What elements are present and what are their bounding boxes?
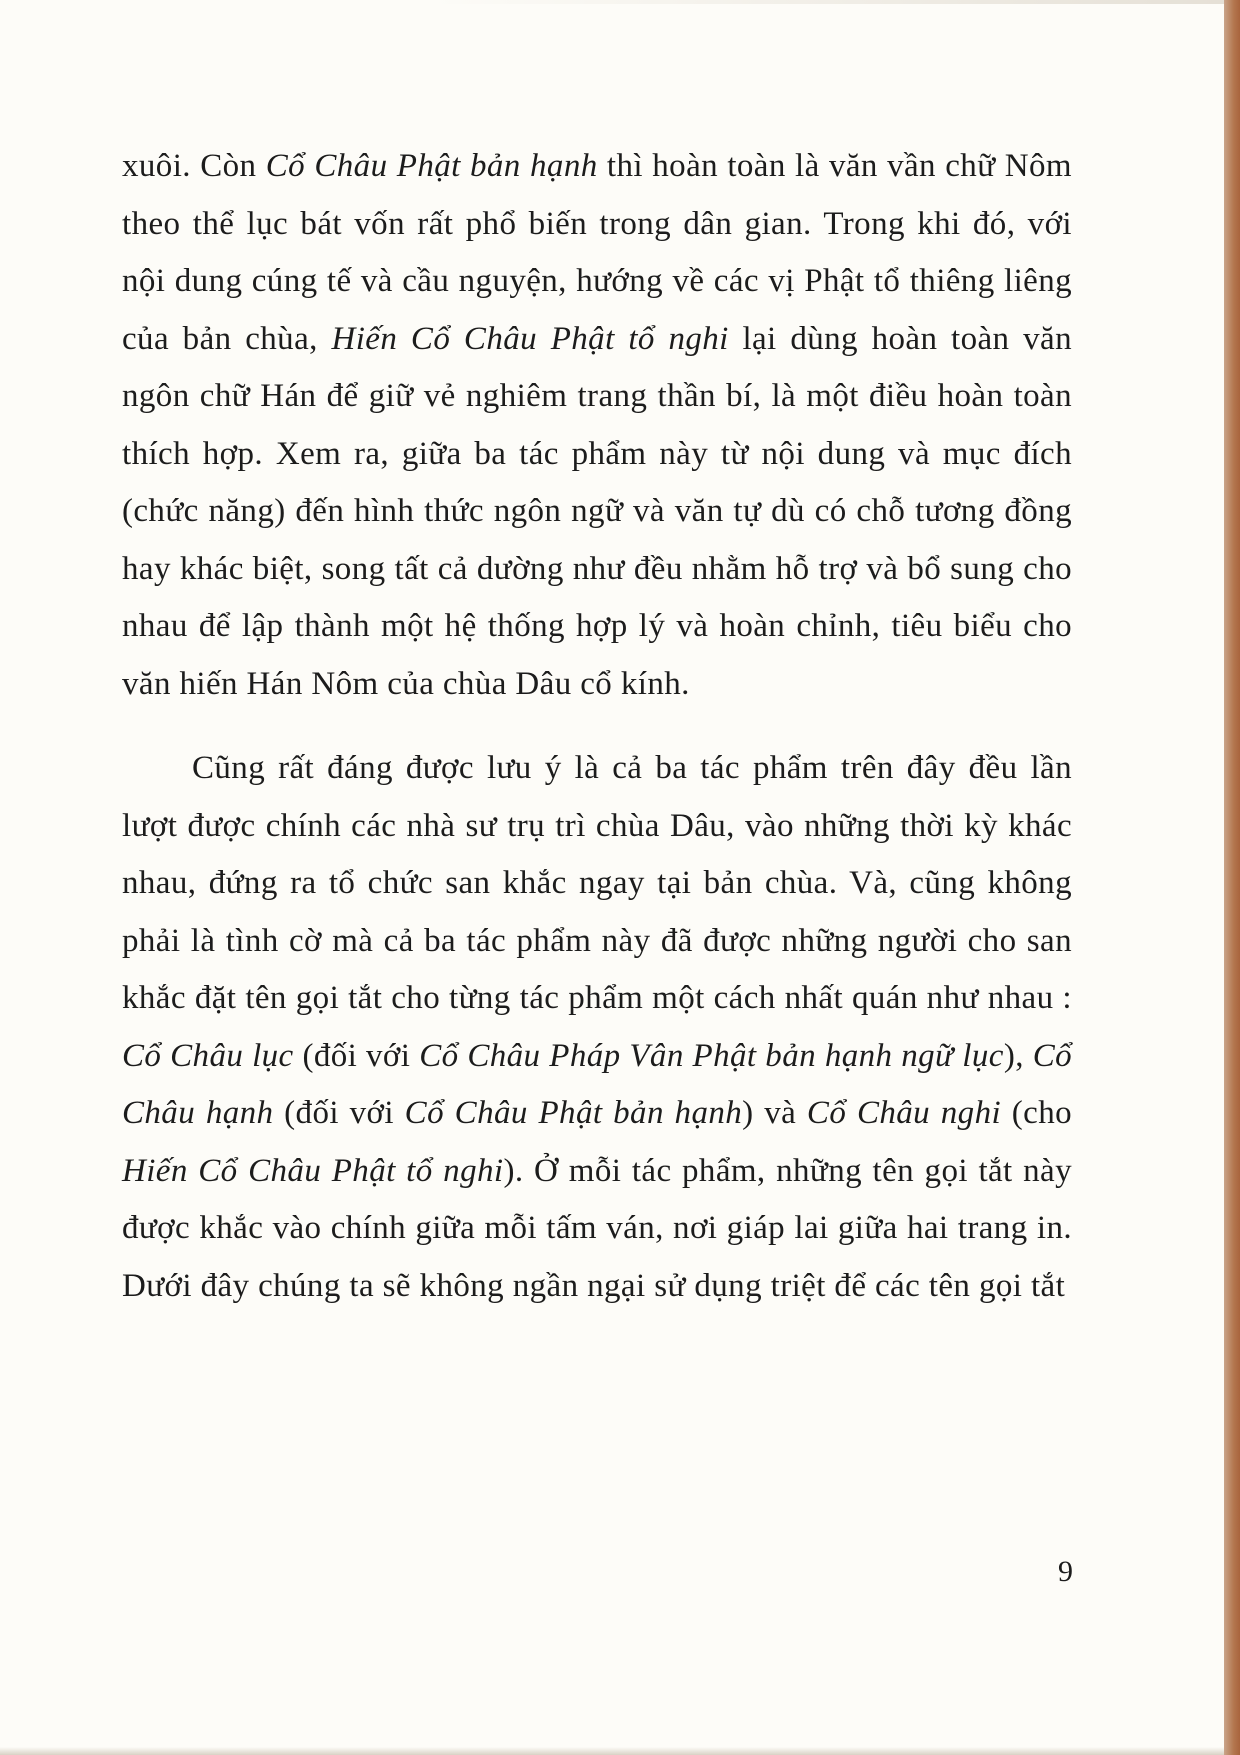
book-title: Cổ Châu nghi bbox=[806, 1095, 1002, 1131]
text-run: ) và bbox=[742, 1095, 807, 1131]
text-run: xuôi. Còn bbox=[122, 148, 266, 184]
book-title: Hiến Cổ Châu Phật tổ nghi bbox=[122, 1152, 504, 1189]
text-run: (đối với bbox=[293, 1037, 420, 1074]
book-title: Hiến Cổ Châu Phật tổ nghi bbox=[331, 320, 729, 357]
book-title: Cổ Châu Phật bản hạnh bbox=[404, 1095, 743, 1131]
text-run: lại dùng hoàn toàn văn ngôn chữ Hán để giữ vẻ nghiêm trang thần bí, là một điều hoàn toàn thích hợp. Xem ra, giữa ba tác phẩm này từ nội dung và mục đích (chức năng) đến hình thức ngôn ngữ và văn tự dù có chỗ tương đồng hay khác biệt, song tất cả dường như đều nhằm hỗ trợ và bổ sung cho nhau để lập thành một hệ thống hợp lý và hoàn chỉnh, tiêu biểu cho văn hiến Hán Nôm của chùa Dâu cổ kính. bbox=[122, 320, 1072, 702]
page-top-edge bbox=[430, 0, 1224, 4]
paragraph-1 bbox=[122, 138, 1072, 713]
book-title: Cổ Châu hạnh bbox=[122, 1037, 1072, 1131]
text-run: (cho bbox=[1001, 1095, 1072, 1131]
page-bottom-edge bbox=[0, 1747, 1224, 1755]
body-text bbox=[122, 138, 1072, 1315]
page-number: 9 bbox=[1058, 1555, 1073, 1588]
book-cover-edge bbox=[1224, 0, 1240, 1755]
text-run: thì hoàn toàn là văn vần chữ Nôm theo thể lục bát vốn rất phổ biến trong dân gian. Trong khi đó, với nội dung cúng tế và cầu nguyện, hướng về các vị Phật tổ thiêng liêng của bản chùa, bbox=[122, 148, 1072, 357]
book-title: Cổ Châu Pháp Vân Phật bản hạnh ngữ lục bbox=[419, 1037, 1004, 1074]
book-title: Cổ Châu Phật bản hạnh bbox=[265, 148, 598, 184]
text-run: Cũng rất đáng được lưu ý là cả ba tác phẩm trên đây đều lần lượt được chính các nhà sư trụ trì chùa Dâu, vào những thời kỳ khác nhau, đứng ra tổ chức san khắc ngay tại bản chùa. Và, cũng không phải là tình cờ mà cả ba tác phẩm này đã được những người cho san khắc đặt tên gọi tắt cho từng tác phẩm một cách nhất quán như nhau : bbox=[122, 750, 1072, 1016]
book-title: Cổ Châu lục bbox=[122, 1037, 294, 1074]
text-run: ). Ở mỗi tác phẩm, những tên gọi tắt này được khắc vào chính giữa mỗi tấm ván, nơi giáp lai giữa hai trang in. Dưới đây chúng ta sẽ không ngần ngại sử dụng triệt để các tên gọi tắt bbox=[122, 1152, 1072, 1304]
text-run: ), bbox=[1003, 1037, 1033, 1074]
paragraph-2 bbox=[122, 740, 1072, 1315]
text-run: (đối với bbox=[273, 1095, 405, 1131]
